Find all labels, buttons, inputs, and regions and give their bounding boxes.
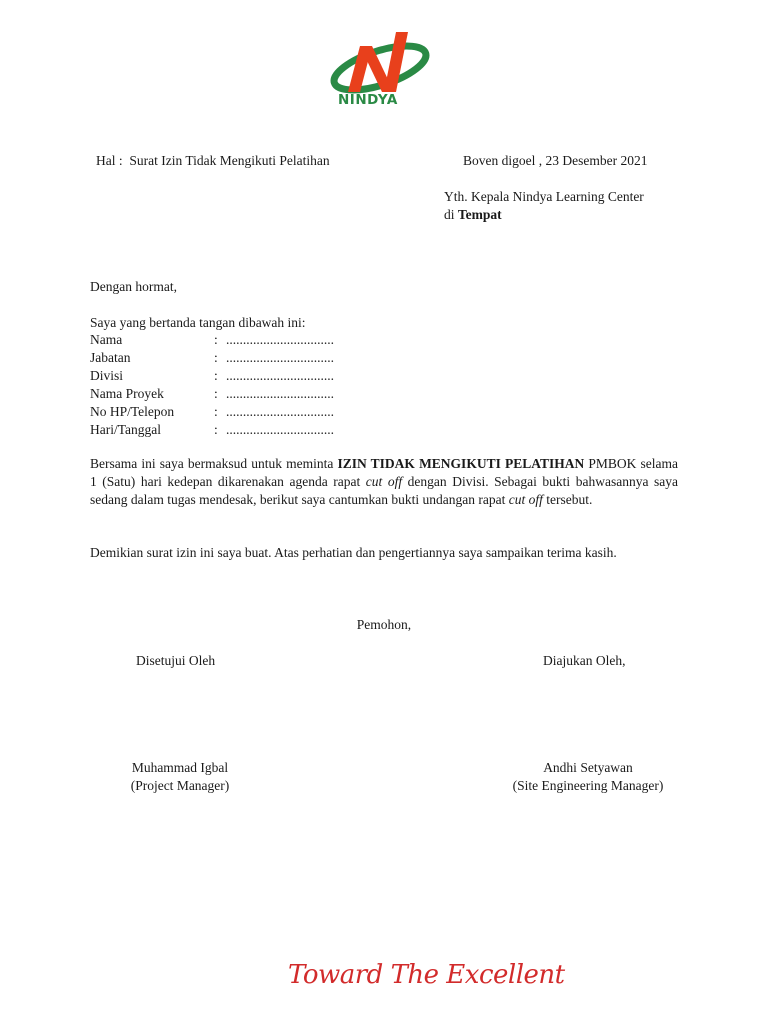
company-name: NINDYA (338, 92, 398, 108)
field-value: ................................ (226, 332, 334, 347)
field-value: ................................ (226, 422, 334, 437)
signatory-title: (Project Manager) (130, 778, 230, 793)
field-row-hari-tanggal (90, 421, 334, 439)
recipient-line-2 (444, 206, 644, 224)
field-value: ................................ (226, 368, 334, 383)
field-row-jabatan (90, 349, 334, 367)
signature-right (488, 759, 688, 795)
intro-text: Saya yang bertanda tangan dibawah ini: (90, 315, 306, 330)
body-text: dengan Divisi. Sebagai bukti bahwasannya saya sedang dalam tugas mendesak, berikut saya cantumkan bukti undangan rapat (90, 474, 678, 507)
body-text: Bersama ini saya bermaksud untuk meminta (90, 456, 338, 471)
recipient-block (444, 188, 644, 224)
field-label: Nama Proyek (90, 386, 164, 401)
body-italic-term: cut off (365, 474, 403, 489)
subject-prefix: Hal (96, 153, 116, 168)
field-label: No HP/Telepon (90, 404, 175, 419)
signatory-name: Muhammad Igbal (131, 760, 229, 775)
applicant-label: Pemohon, (356, 617, 412, 632)
recipient-place: Tempat (457, 207, 502, 222)
submitted-by-label: Diajukan Oleh, (543, 653, 626, 668)
greeting: Dengan hormat, (90, 279, 177, 294)
field-label: Hari/Tanggal (90, 422, 162, 437)
body-paragraph (90, 455, 678, 509)
closing-text: Demikian surat izin ini saya buat. Atas perhatian dan pengertiannya saya sampaikan terima kasih. (90, 545, 617, 560)
field-label: Jabatan (90, 350, 131, 365)
field-separator: : (214, 368, 218, 383)
recipient-prefix: di (444, 207, 455, 222)
field-row-no-hp (90, 403, 334, 421)
field-label: Nama (90, 332, 123, 347)
field-row-nama-proyek (90, 385, 334, 403)
body-text: tersebut. (542, 492, 593, 507)
field-separator: : (214, 386, 218, 401)
field-separator: : (214, 404, 218, 419)
logo-red-n-right (384, 32, 408, 92)
approved-by-label: Disetujui Oleh (136, 653, 216, 668)
field-row-nama (90, 331, 334, 349)
signatory-name: Andhi Setyawan (543, 760, 633, 775)
field-label: Divisi (90, 368, 124, 383)
recipient-line-1: Yth. Kepala Nindya Learning Center (444, 189, 644, 204)
body-text: PMBOK selama 1 (Satu) hari kedepan dikarenakan agenda rapat (90, 456, 678, 489)
field-value: ................................ (226, 350, 334, 365)
subject-text: Surat Izin Tidak Mengikuti Pelatihan (129, 153, 330, 168)
field-value: ................................ (226, 386, 334, 401)
signature-left (100, 759, 260, 795)
signatory-title: (Site Engineering Manager) (512, 778, 664, 793)
field-separator: : (214, 422, 218, 437)
field-row-divisi (90, 367, 334, 385)
company-tagline: Toward The Excellent (288, 960, 565, 990)
field-value: ................................ (226, 404, 334, 419)
body-request-bold: IZIN TIDAK MENGIKUTI PELATIHAN (337, 456, 585, 471)
identity-fields (90, 331, 334, 439)
letter-date: Boven digoel , 23 Desember 2021 (463, 153, 648, 168)
field-separator: : (214, 350, 218, 365)
field-separator: : (214, 332, 218, 347)
body-italic-term: cut off (508, 492, 543, 507)
subject-line: Hal : Surat Izin Tidak Mengikuti Pelatihan (96, 153, 330, 168)
